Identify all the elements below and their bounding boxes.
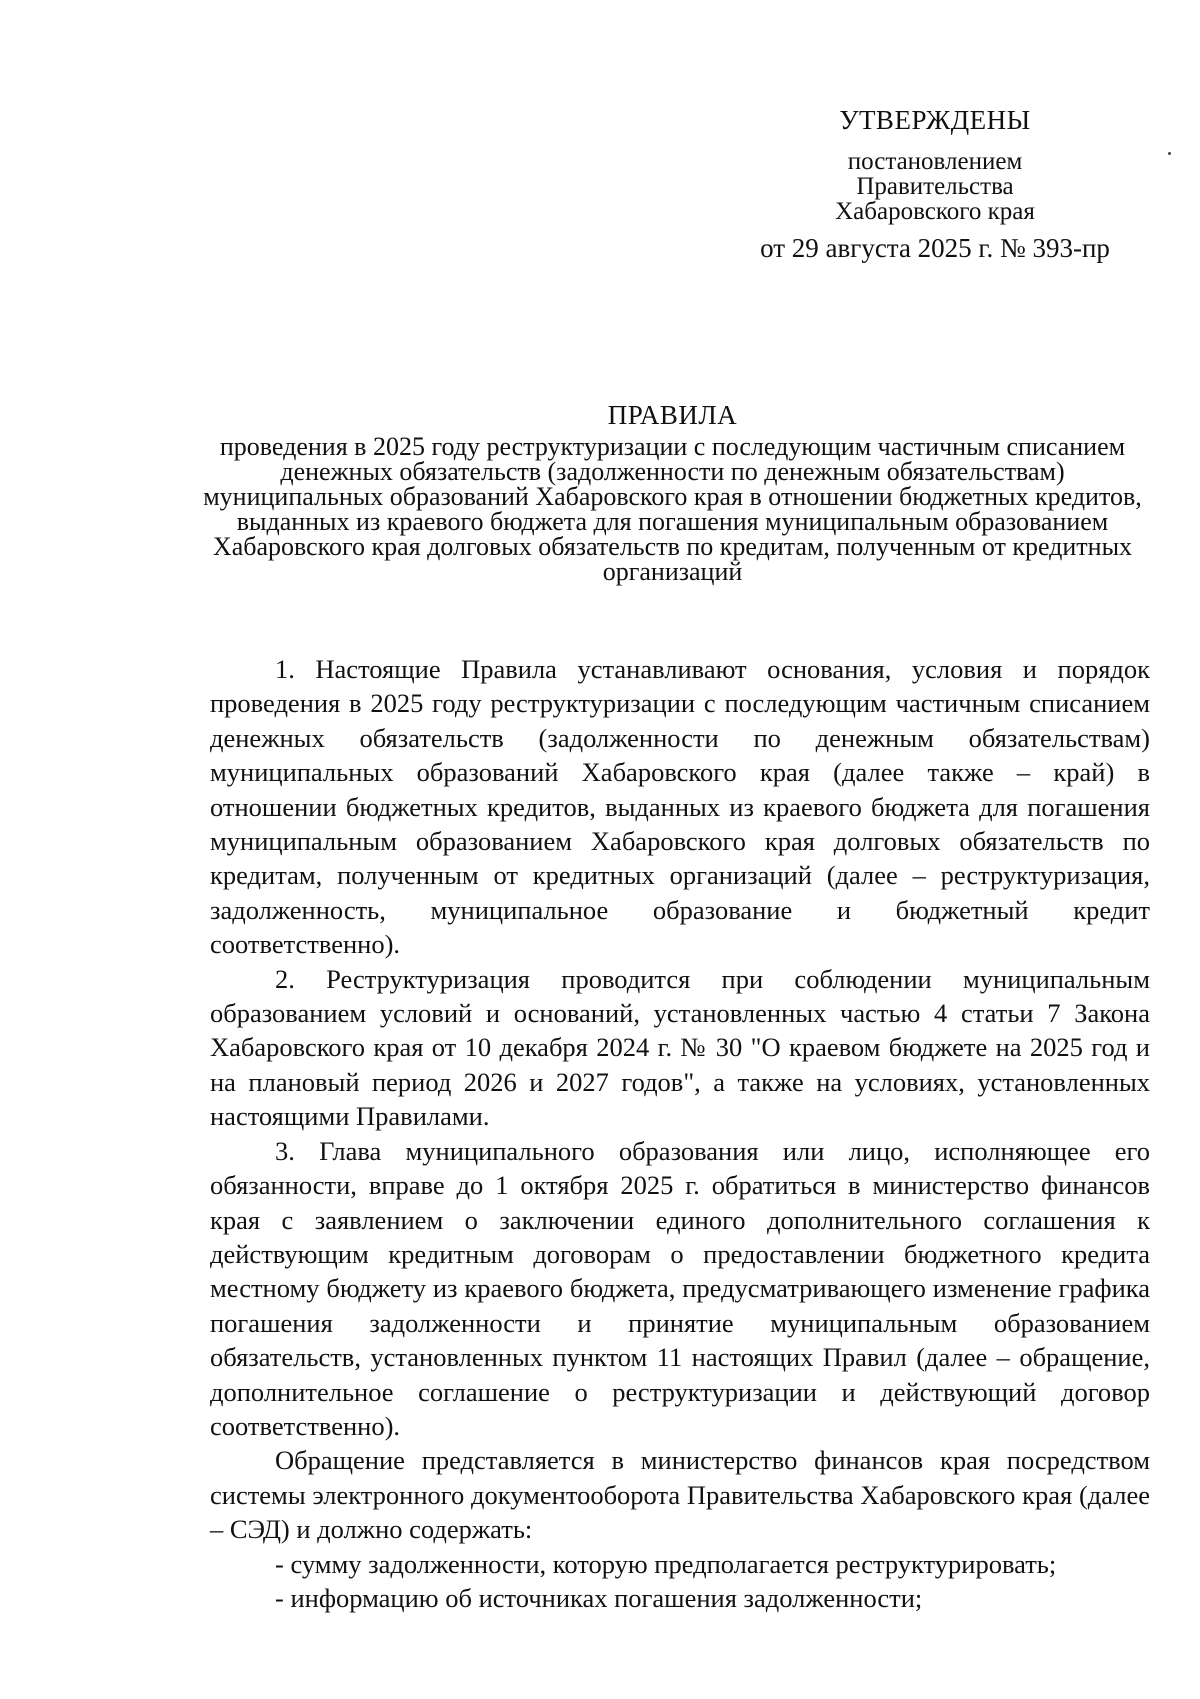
approval-line-2: Правительства xyxy=(856,173,1014,200)
scan-speck xyxy=(1168,152,1171,155)
list-item-1: - сумму задолженности, которую предполагается реструктурировать; xyxy=(275,1548,1057,1579)
paragraph-1: 1. Настоящие Правила устанавливают основания, условия и порядок проведения в 2025 году реструктуризации с последующим частичным списанием денежных обязательств (задолженности по денежным обязательствам) муниципальных образований Хабаровского края (далее также – край) в отношении бюджетных кредитов, выданных из краевого бюджета для погашения муниципальным образованием Хабаровского края долговых обязательств по кредитам, полученным от кредитных организаций (далее – реструктуризация, задолженность, муниципальное образование и бюджетный кредит соответственно). xyxy=(210,654,1150,960)
document-subtitle: проведения в 2025 году реструктуризации с последующим частичным списанием денежных обязательств (задолженности по денежным обязательствам) муниципальных образований Хабаровского края в отношении бюджетных кредитов, выданных из краевого бюджета для погашения муниципальным образованием Хабаровского края долговых обязательств по кредитам, полученным от кредитных организаций xyxy=(203,432,1142,586)
document-title-block xyxy=(195,400,1150,584)
document-title: ПРАВИЛА xyxy=(607,400,738,430)
paragraph-4: Обращение представляется в министерство финансов края посредством системы электронного документооборота Правительства Хабаровского края (далее – СЭД) и должно содержать: xyxy=(210,1445,1150,1545)
approval-line-1: постановлением xyxy=(847,148,1023,175)
approval-line-3: Хабаровского края xyxy=(835,198,1035,225)
paragraph-2: 2. Реструктуризация проводится при соблюдении муниципальным образованием условий и оснований, установленных частью 4 статьи 7 Закона Хабаровского края от 10 декабря 2024 г. № 30 "О краевом бюджете на 2025 год и на плановый период 2026 и 2027 годов", а также на условиях, установленных настоящими Правилами. xyxy=(210,963,1150,1132)
document-body xyxy=(210,652,1150,1615)
list-item-2: - информацию об источниках погашения задолженности; xyxy=(275,1582,923,1613)
approval-stamp-block xyxy=(760,105,1110,263)
approval-date: от 29 августа 2025 г. № 393-пр xyxy=(760,233,1110,263)
paragraph-3: 3. Глава муниципального образования или лицо, исполняющее его обязанности, вправе до 1 октября 2025 г. обратиться в министерство финансов края с заявлением о заключении единого дополнительного соглашения к действующим кредитным договорам о предоставлении бюджетного кредита местному бюджету из краевого бюджета, предусматривающего изменение графика погашения задолженности и принятие муниципальным образованием обязательств, установленных пунктом 11 настоящих Правил (далее – обращение, дополнительное соглашение о реструктуризации и действующий договор соответственно). xyxy=(210,1135,1150,1441)
approval-heading: УТВЕРЖДЕНЫ xyxy=(839,105,1031,135)
